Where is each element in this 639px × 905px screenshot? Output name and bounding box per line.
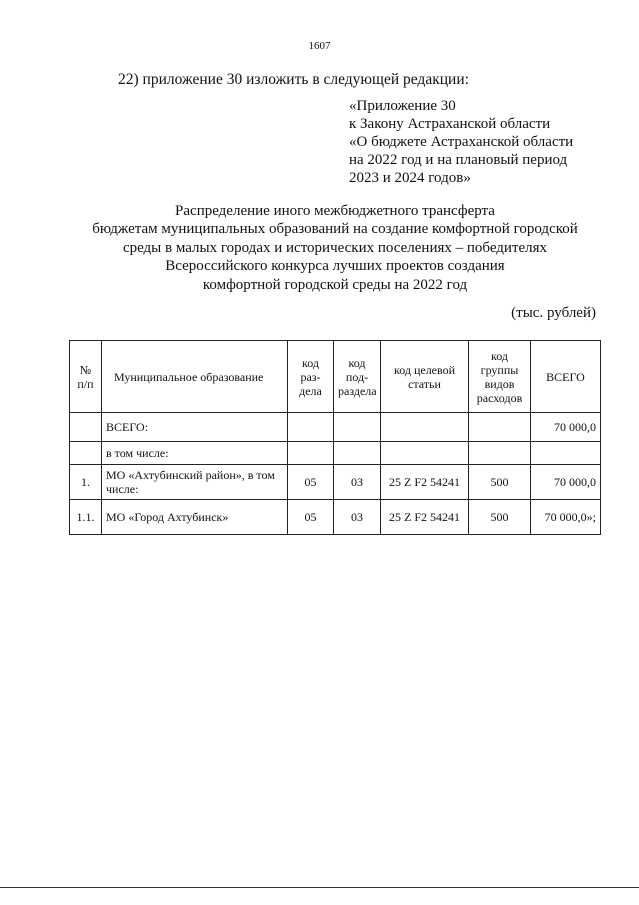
cell-section <box>288 442 334 465</box>
appendix-header <box>349 97 573 187</box>
cell-expense-group <box>469 413 531 442</box>
table-row <box>70 442 601 465</box>
cell-section: 05 <box>288 500 334 535</box>
cell-num <box>70 413 102 442</box>
cell-municipality: МО «Город Ахтубинск» <box>102 500 288 535</box>
header-total: ВСЕГО <box>531 341 601 413</box>
cell-target: 25 Z F2 54241 <box>381 465 469 500</box>
cell-subsection <box>334 442 381 465</box>
cell-num: 1.1. <box>70 500 102 535</box>
page-number: 1607 <box>308 40 331 52</box>
appendix-header-line: к Закону Астраханской области <box>349 116 551 132</box>
cell-subsection: 03 <box>334 500 381 535</box>
bottom-divider <box>0 887 639 888</box>
document-title <box>40 202 630 294</box>
appendix-header-line: 2023 и 2024 годов» <box>349 170 471 186</box>
cell-subsection: 03 <box>334 465 381 500</box>
header-target-code: код целевой статьи <box>381 341 469 413</box>
header-subsection-code: код под- раздела <box>334 341 381 413</box>
units-label: (тыс. рублей) <box>511 305 596 321</box>
cell-target <box>381 442 469 465</box>
title-line: Распределение иного межбюджетного трансферта <box>175 203 495 219</box>
appendix-header-line: на 2022 год и на плановый период <box>349 152 568 168</box>
cell-total: 70 000,0 <box>531 465 601 500</box>
table-header-row <box>70 341 601 413</box>
cell-section: 05 <box>288 465 334 500</box>
distribution-table <box>69 340 601 535</box>
appendix-header-line: «О бюджете Астраханской области <box>349 134 574 150</box>
cell-section <box>288 413 334 442</box>
title-line: комфортной городской среды на 2022 год <box>202 276 468 293</box>
cell-num: 1. <box>70 465 102 500</box>
cell-total <box>531 442 601 465</box>
table-row <box>70 465 601 500</box>
cell-expense-group: 500 <box>469 500 531 535</box>
header-expense-group-code: код группы видов расходов <box>469 341 531 413</box>
cell-total: 70 000,0»; <box>531 500 601 535</box>
cell-municipality: ВСЕГО: <box>102 413 288 442</box>
table-row <box>70 500 601 535</box>
appendix-header-line: «Приложение 30 <box>349 98 456 114</box>
cell-municipality: в том числе: <box>102 442 288 465</box>
header-section-code: код раз- дела <box>288 341 334 413</box>
item-intro-text: 22) приложение 30 изложить в следующей редакции: <box>118 71 469 88</box>
cell-num <box>70 442 102 465</box>
header-num: № п/п <box>70 341 102 413</box>
title-line: бюджетам муниципальных образований на создание комфортной городской <box>92 221 578 238</box>
cell-total: 70 000,0 <box>531 413 601 442</box>
cell-municipality: МО «Ахтубинский район», в том числе: <box>102 465 288 500</box>
cell-target: 25 Z F2 54241 <box>381 500 469 535</box>
cell-expense-group <box>469 442 531 465</box>
table-row <box>70 413 601 442</box>
title-line: среды в малых городах и исторических поселениях – победителях <box>122 239 548 256</box>
cell-target <box>381 413 469 442</box>
cell-subsection <box>334 413 381 442</box>
cell-expense-group: 500 <box>469 465 531 500</box>
title-line: Всероссийского конкурса лучших проектов создания <box>165 258 505 275</box>
header-municipality: Муниципальное образование <box>102 341 288 413</box>
